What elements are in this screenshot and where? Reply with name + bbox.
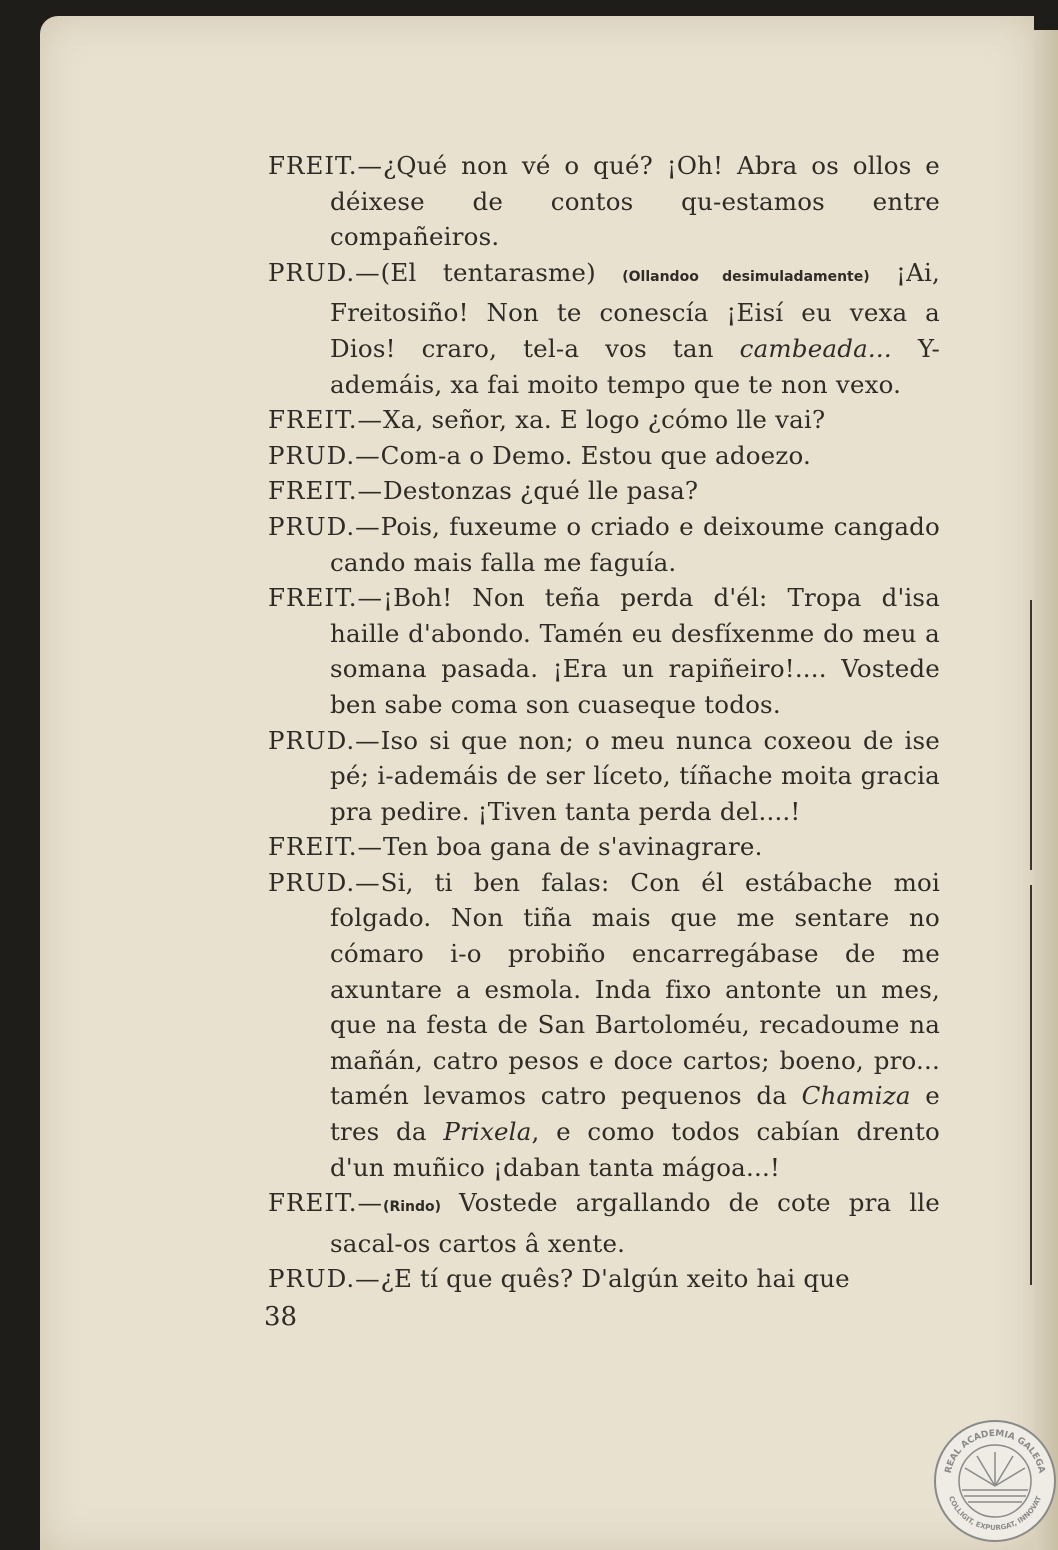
speech-text: Xa, señor, xa. E logo ¿cómo lle vai? [383,405,826,435]
speech-text: Iso si que non; o meu nunca coxeou de ise pé; i-ademáis de ser líceto, tíñache moita gracia pra pedire. ¡Tiven tanta perda del....! [330,725,940,826]
speech-12 [268,1261,940,1297]
dialogue-text [268,148,940,1297]
emphasis: cambeada... [739,333,892,363]
speaker: FREIT.— [268,1188,384,1218]
speech-6 [268,509,940,580]
speech-8 [268,723,940,830]
emphasis: Prixela [443,1117,532,1147]
speech-text: ¡Ai, Freitosiño! Non te conescía ¡Eisí eu vexa a Dios! craro, tel-a vos tan [330,257,941,363]
speaker: PRUD.— [268,725,381,755]
emphasis: Chamiza [801,1081,911,1111]
speech-text: Ten boa gana de s'avinagrare. [383,832,763,862]
speech-10 [268,865,940,1185]
speaker: PRUD.— [268,867,381,897]
speaker: FREIT.— [268,476,384,506]
speech-11 [268,1185,940,1261]
speech-text: Y-ademáis, xa fai moito tempo que te non vexo. [330,333,940,399]
page-edge-mark [1030,600,1032,870]
speaker: FREIT.— [268,583,384,613]
speech-text: Com-a o Demo. Estou que adoezo. [380,440,811,470]
page-edge [1034,30,1058,1550]
speaker: PRUD.— [268,440,381,470]
speech-1 [268,148,940,255]
speech-text: ¿E tí que quês? D'algún xeito hai que [380,1264,850,1294]
speaker: FREIT.— [268,151,384,180]
seal-top-text: REAL ACADEMIA GALEGA [943,1428,1047,1475]
speaker: FREIT.— [268,405,384,435]
speech-text: Pois, fuxeume o criado e deixoume cangado cando mais falla me faguía. [330,511,940,577]
speech-2 [268,255,940,402]
page-number: 38 [264,1302,298,1332]
speaker: PRUD.— [268,257,381,287]
speech-text: Vostede argallando de cote pra lle sacal-os cartos â xente. [330,1188,940,1258]
page-edge-mark [1030,885,1032,1285]
speaker: PRUD.— [268,511,381,541]
speech-5 [268,473,940,509]
stage-direction: (Ollandoo desimuladamente) [622,268,870,285]
speech-text: e tres da [330,1081,940,1147]
speaker: FREIT.— [268,832,384,862]
speaker: PRUD.— [268,1264,381,1294]
aside: (El tentarasme) [380,257,623,287]
stage-direction: (Rindo) [383,1199,442,1216]
speech-text: Si, ti ben falas: Con él estábache moi folgado. Non tiña mais que me sentare no cómaro i-o probiño encarregábase de me axuntare a esmola. Inda fixo antonte un mes, que na festa de San Bartoloméu, recadoume na mañán, catro pesos e doce cartos; boeno, pro... tamén levamos catro pequenos da [330,867,940,1111]
speech-3 [268,402,940,438]
speech-9 [268,829,940,865]
speech-text: , e como todos cabían drento d'un muñico ¡daban tanta mágoa...! [330,1117,940,1182]
speech-text: Destonzas ¿qué lle pasa? [383,476,699,506]
seal-bottom-text: COLLIGIT, EXPURGAT, INNOVAT [946,1495,1044,1533]
speech-text: ¡Boh! Non teña perda d'él: Tropa d'isa haille d'abondo. Tamén eu desfíxenme do meu a somana pasada. ¡Era un rapiñeiro!.... Vostede ben sabe coma son cuaseque todos. [330,583,940,719]
speech-text: ¿Qué non vé o qué? ¡Oh! Abra os ollos e déixese de contos qu-estamos entre compañeiros. [330,151,940,252]
speech-4 [268,438,940,474]
speech-7 [268,580,940,722]
academy-seal-stamp [932,1418,1058,1544]
